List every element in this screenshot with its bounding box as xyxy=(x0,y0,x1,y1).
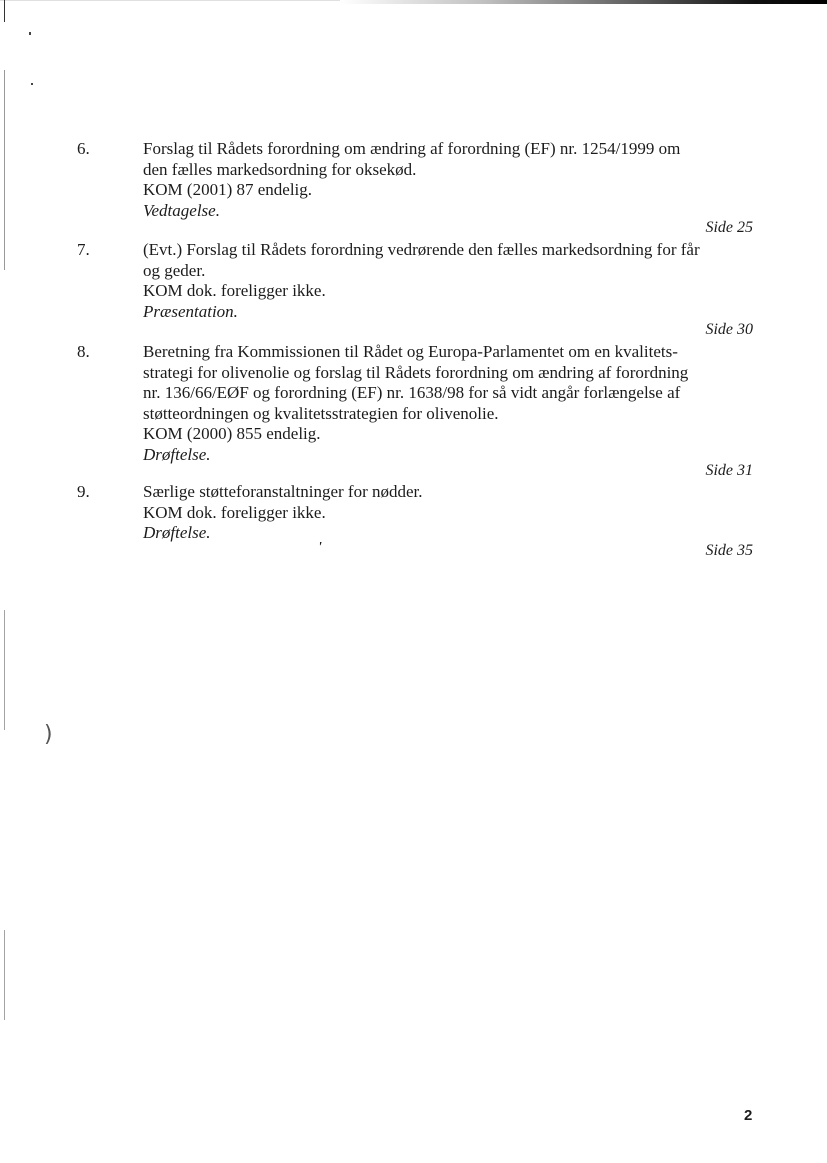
item-text-line: KOM (2000) 855 endelig. xyxy=(143,424,321,443)
page-reference: Side 30 xyxy=(705,321,753,338)
item-number: 7. xyxy=(77,240,90,259)
page-number: 2 xyxy=(744,1107,753,1124)
scan-artifact-top-faint-line xyxy=(0,0,340,1)
scan-artifact-mark: ' xyxy=(318,540,322,555)
item-status: Vedtagelse. xyxy=(143,200,220,220)
item-body xyxy=(143,482,755,544)
scan-speck xyxy=(29,32,31,35)
item-body xyxy=(143,240,755,322)
item-number: 6. xyxy=(77,139,90,158)
item-text-line: den fælles markedsordning for oksekød. xyxy=(143,159,417,179)
item-status: Drøftelse. xyxy=(143,444,211,464)
scan-artifact-margin-mark xyxy=(4,0,5,22)
scan-artifact-margin-mark xyxy=(4,70,5,270)
scan-artifact-margin-mark xyxy=(4,610,5,730)
item-text-line: Beretning fra Kommissionen til Rådet og Europa-Parlamentet om en kvalitets- xyxy=(143,342,678,361)
scan-artifact-margin-mark xyxy=(4,930,5,1020)
item-text-line: Særlige støtteforanstaltninger for nødder. xyxy=(143,482,423,501)
scan-artifact-top-line xyxy=(340,0,827,4)
item-text-line: nr. 136/66/EØF og forordning (EF) nr. 1638/98 for så vidt angår forlængelse af xyxy=(143,383,681,402)
item-number: 9. xyxy=(77,482,90,501)
page-reference: Side 35 xyxy=(705,542,753,559)
page-reference: Side 25 xyxy=(705,219,753,236)
item-text-line: Forslag til Rådets forordning om ændring af forordning (EF) nr. 1254/1999 om xyxy=(143,139,681,158)
item-text-line: støtteordningen og kvalitetsstrategien for olivenolie. xyxy=(143,403,499,423)
item-text-line: strategi for olivenolie og forslag til Rådets forordning om ændring af forordning xyxy=(143,362,689,382)
item-number: 8. xyxy=(77,342,90,361)
item-text-line: KOM dok. foreligger ikke. xyxy=(143,502,326,522)
item-status: Præsentation. xyxy=(143,301,238,321)
item-body xyxy=(143,139,755,221)
page-reference: Side 31 xyxy=(705,462,753,479)
scan-speck xyxy=(31,83,33,85)
item-text-line: (Evt.) Forslag til Rådets forordning vedrørende den fælles markedsordning for får xyxy=(143,240,700,259)
item-text-line: KOM dok. foreligger ikke. xyxy=(143,281,326,300)
item-status: Drøftelse. xyxy=(143,523,211,542)
scan-artifact-mark: ) xyxy=(44,722,53,747)
item-body xyxy=(143,342,755,465)
item-text-line: KOM (2001) 87 endelig. xyxy=(143,180,313,199)
item-text-line: og geder. xyxy=(143,260,206,280)
